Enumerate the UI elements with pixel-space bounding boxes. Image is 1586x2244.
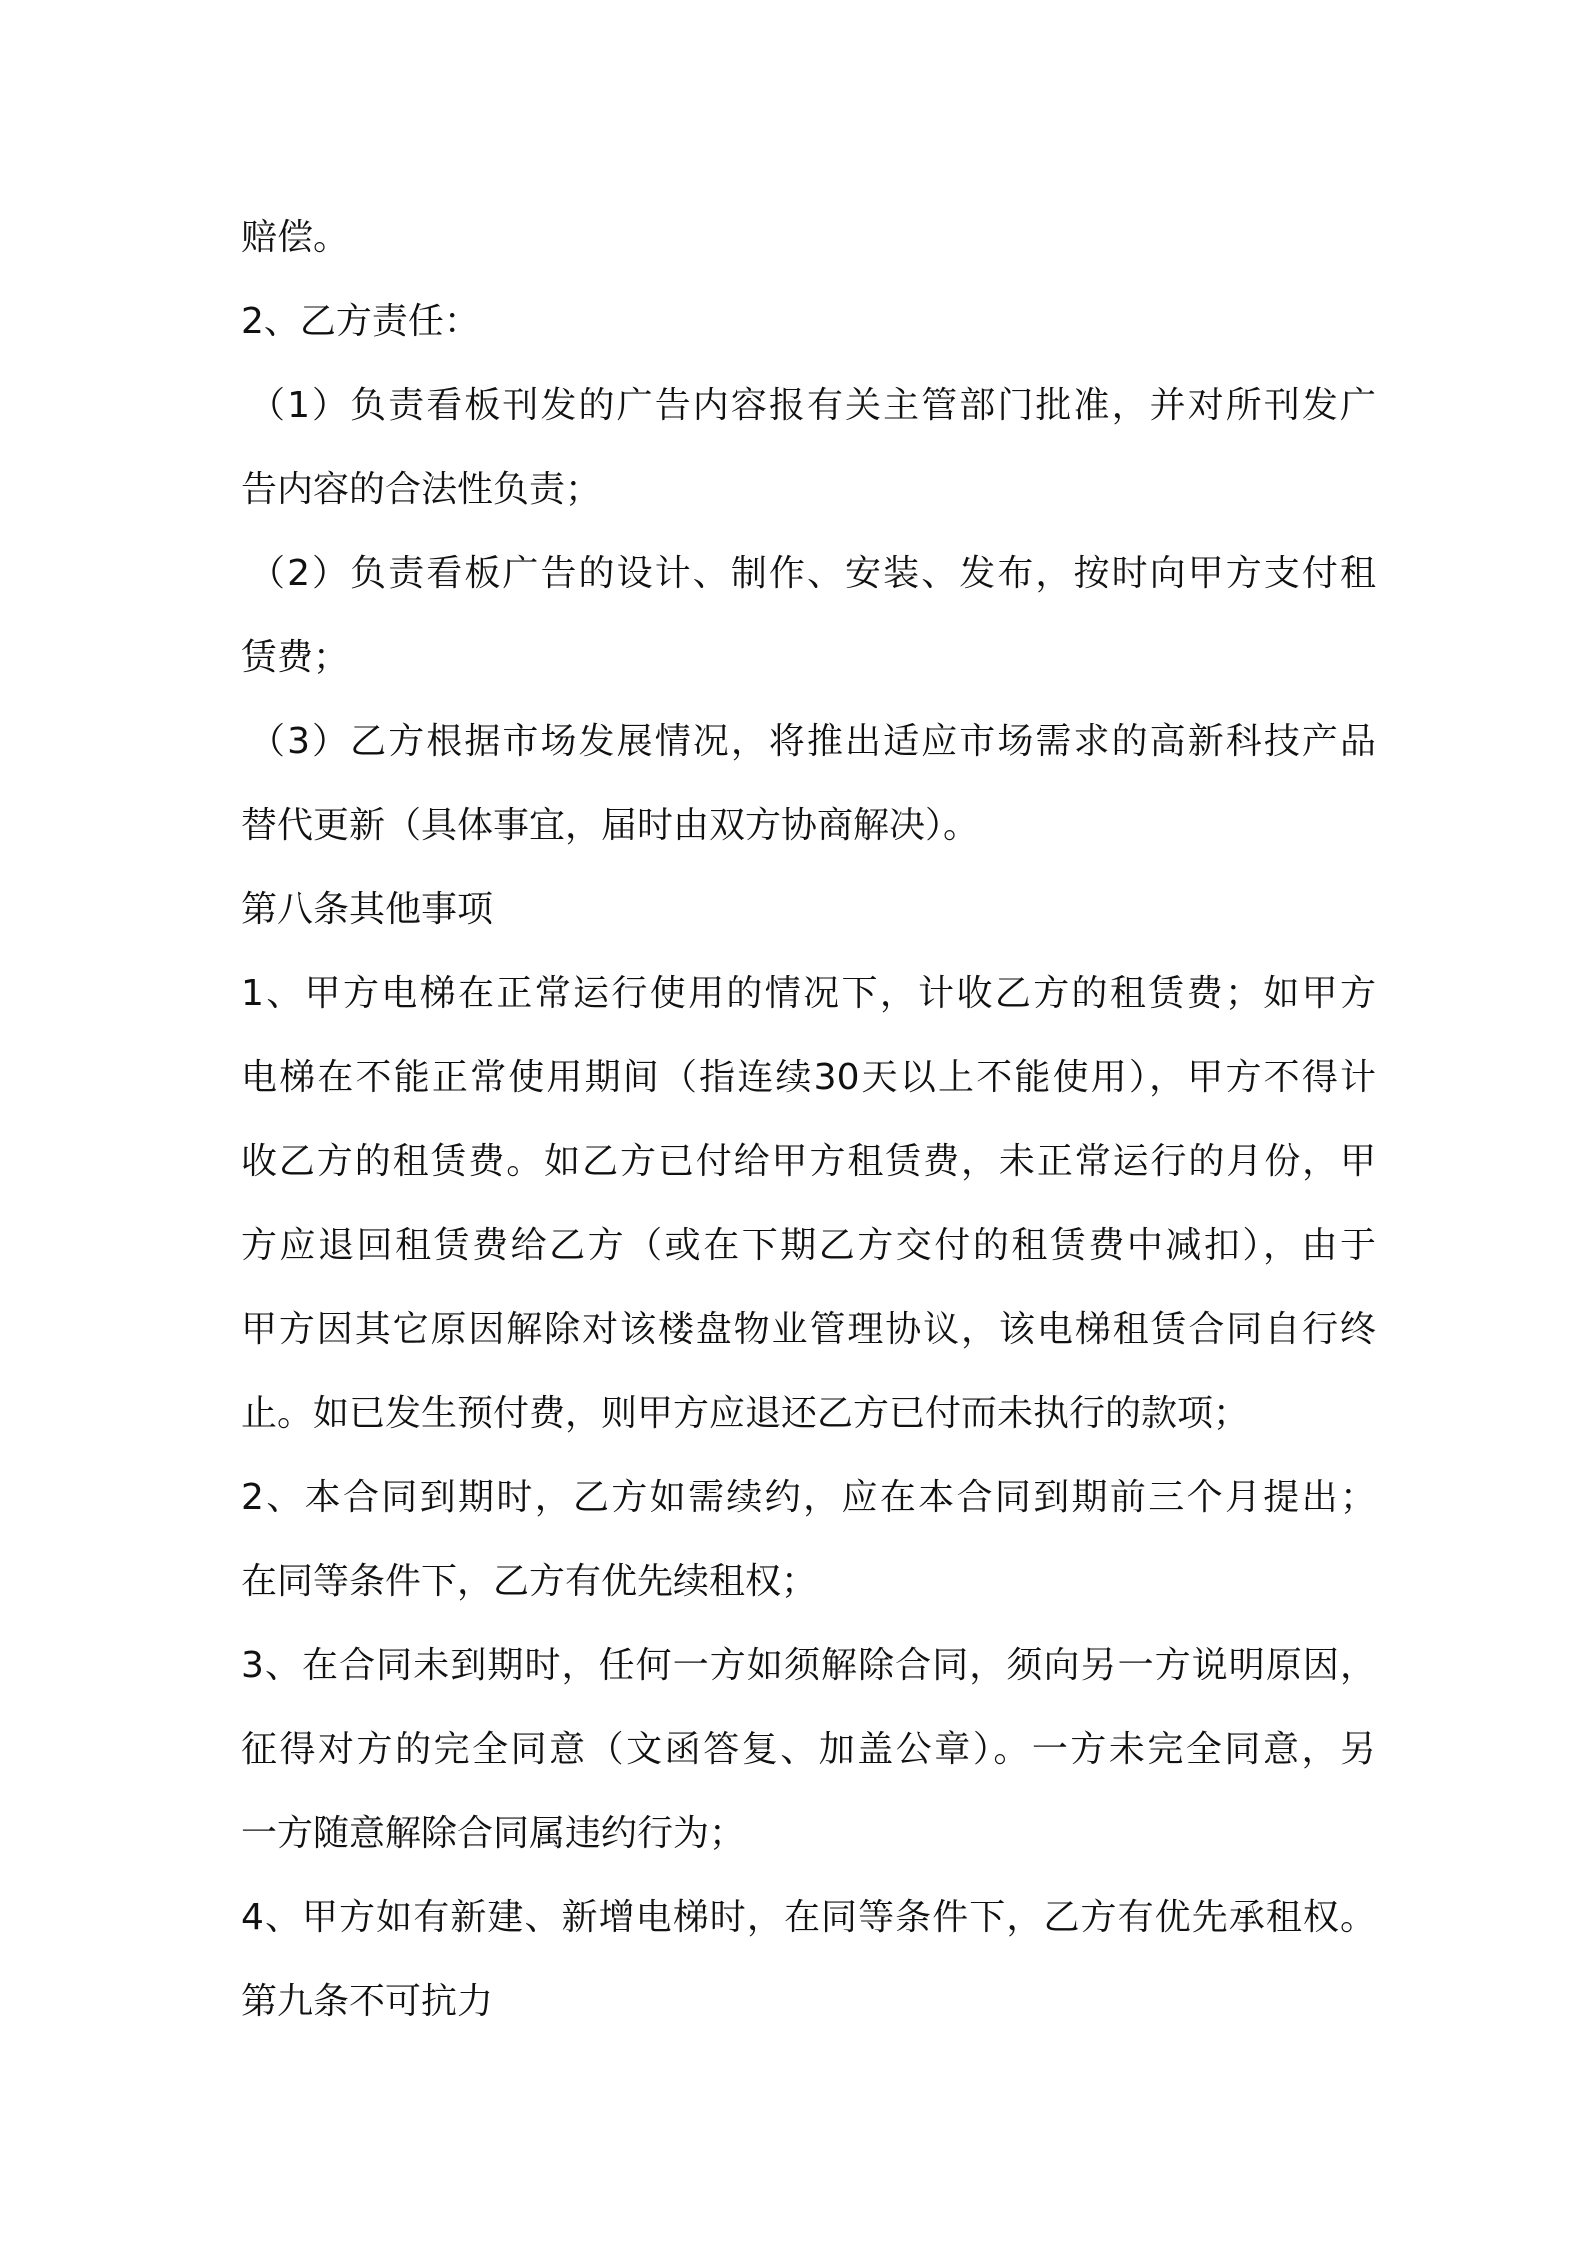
text-line: 赁费；	[241, 637, 350, 678]
text-line: 4、甲方如有新建、新增电梯时，在同等条件下，乙方有优先承租权。	[241, 1897, 1376, 1938]
article-heading: 第九条不可抗力	[241, 1981, 494, 2022]
text-line: 收乙方的租赁费。如乙方已付给甲方租赁费，未正常运行的月份，甲	[241, 1141, 1376, 1182]
text-line: 在同等条件下，乙方有优先续租权；	[241, 1561, 818, 1602]
text-line: （3）乙方根据市场发展情况，将推出适应市场需求的高新科技产品	[249, 721, 1376, 762]
text-line: 征得对方的完全同意（文函答复、加盖公章）。一方未完全同意，另	[241, 1729, 1376, 1770]
text-line: （2）负责看板广告的设计、制作、安装、发布，按时向甲方支付租	[249, 553, 1376, 594]
text-line: 一方随意解除合同属违约行为；	[241, 1813, 746, 1854]
text-line: 替代更新（具体事宜，届时由双方协商解决）。	[241, 805, 980, 846]
section-heading: 2、乙方责任：	[241, 301, 480, 342]
text-line: 2、本合同到期时，乙方如需续约，应在本合同到期前三个月提出；	[241, 1477, 1376, 1518]
text-line: 告内容的合法性负责；	[241, 469, 602, 510]
text-line: 赔偿。	[241, 217, 350, 258]
text-line: 电梯在不能正常使用期间（指连续30天以上不能使用），甲方不得计	[241, 1057, 1376, 1098]
document-body	[241, 196, 1376, 2044]
text-line: 止。如已发生预付费，则甲方应退还乙方已付而未执行的款项；	[241, 1393, 1250, 1434]
article-heading: 第八条其他事项	[241, 889, 494, 930]
text-line: 方应退回租赁费给乙方（或在下期乙方交付的租赁费中减扣），由于	[241, 1225, 1376, 1266]
text-line: 3、在合同未到期时，任何一方如须解除合同，须向另一方说明原因，	[241, 1645, 1376, 1686]
text-line: 1、甲方电梯在正常运行使用的情况下，计收乙方的租赁费；如甲方	[241, 973, 1376, 1014]
text-line: （1）负责看板刊发的广告内容报有关主管部门批准，并对所刊发广	[249, 385, 1376, 426]
text-line: 甲方因其它原因解除对该楼盘物业管理协议，该电梯租赁合同自行终	[241, 1309, 1376, 1350]
